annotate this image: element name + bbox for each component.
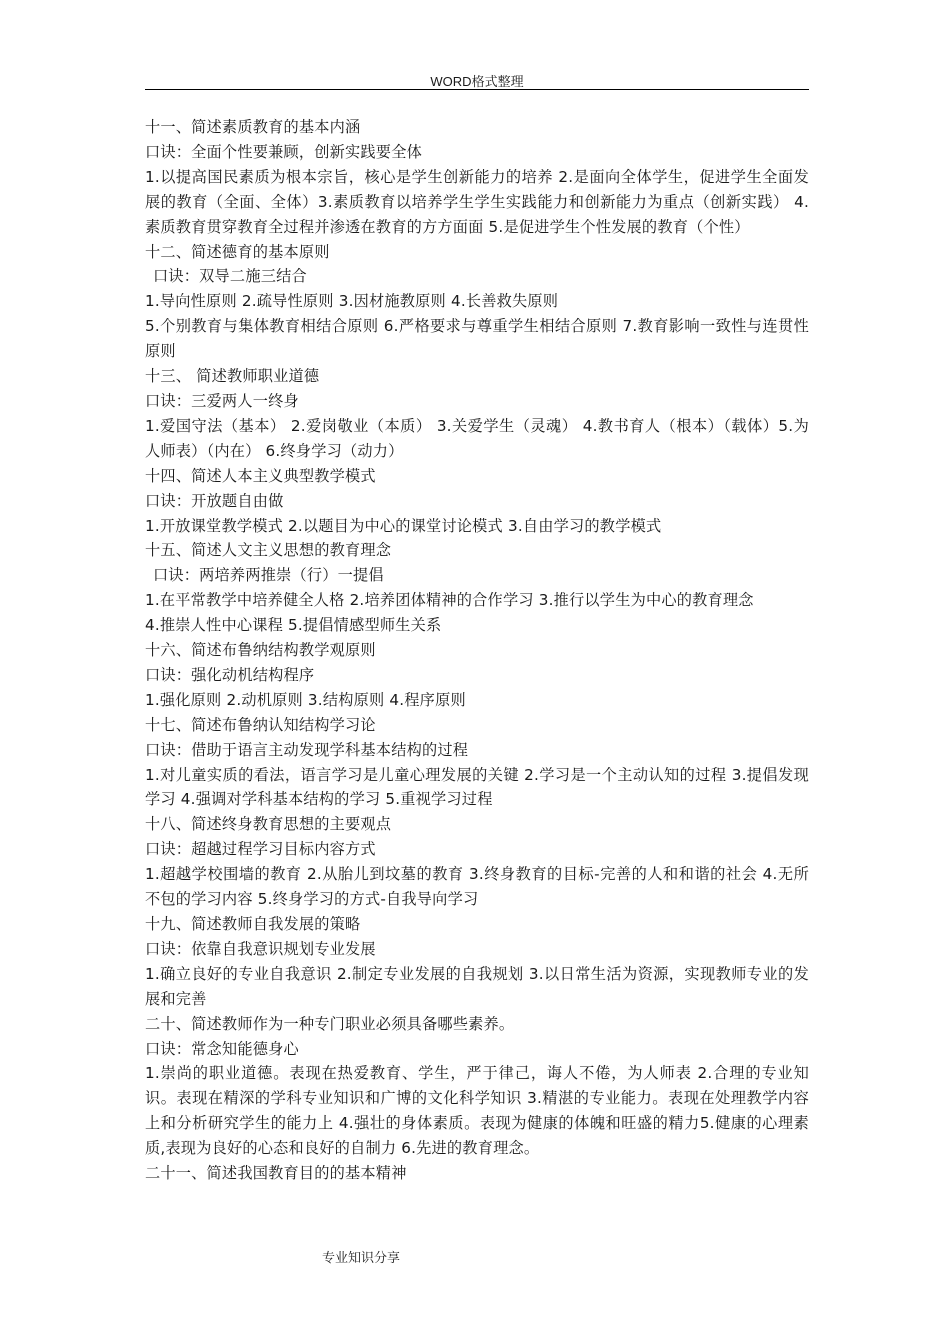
paragraph-line: 十四、简述人本主义典型教学模式 (145, 466, 376, 485)
paragraph-line: 二十一、简述我国教育目的的基本精神 (145, 1164, 407, 1183)
header-title: WORD格式整理 (430, 74, 524, 89)
paragraph-line: 1.崇尚的职业道德。表现在热爱教育、学生，严于律己，诲人不倦，为人师表 2.合理的专业知识。表现在精深的学科专业知识和广博的文化科学知识 3.精湛的专业能力。表现在处理教学内容上和分析研究学生的能力上 4.强壮的身体素质。表现为健康的体魄和旺盛的精力5.健康的心理素质,表现为良好的心态和良好的自制力 6.先进的教育理念。 (145, 1064, 809, 1158)
paragraph-line: 十二、简述德育的基本原则 (145, 242, 330, 261)
paragraph-line: 1.以提高国民素质为根本宗旨，核心是学生创新能力的培养 2.是面向全体学生，促进学生全面发展的教育（全面、全体）3.素质教育以培养学生学生实践能力和创新能力为重点（创新实践） 4.素质教育贯穿教育全过程并渗透在教育的方方面面 5.是促进学生个性发展的教育（个性） (145, 167, 809, 236)
paragraph-line: 十一、简述素质教育的基本内涵 (145, 118, 361, 136)
paragraph-line: 十五、简述人文主义思想的教育理念 (145, 541, 392, 560)
paragraph-line: 1.爱国守法（基本） 2.爱岗敬业（本质） 3.关爱学生（灵魂） 4.教书育人（根本）（载体）5.为人师表）（内在） 6.终身学习（动力） (145, 416, 809, 460)
paragraph-line: 二十、简述教师作为一种专门职业必须具备哪些素养。 (145, 1014, 515, 1033)
paragraph-line: 口诀：超越过程学习目标内容方式 (145, 840, 376, 859)
paragraph-line: 4.推崇人性中心课程 5.提倡情感型师生关系 (145, 616, 442, 635)
paragraph-line: 口诀：两培养两推崇（行）一提倡 (153, 566, 384, 585)
paragraph-line: 口诀：三爱两人一终身 (145, 391, 299, 410)
paragraph-line: 1.导向性原则 2.疏导性原则 3.因材施教原则 4.长善救失原则 (145, 292, 559, 311)
paragraph-line: 1.超越学校围墙的教育 2.从胎儿到坟墓的教育 3.终身教育的目标-完善的人和和谐的社会 4.无所不包的学习内容 5.终身学习的方式-自我导向学习 (145, 865, 809, 909)
paragraph-line: 十七、简述布鲁纳认知结构学习论 (145, 715, 376, 734)
page-header (145, 68, 809, 90)
paragraph-line: 口诀：依靠自我意识规划专业发展 (145, 939, 376, 958)
paragraph-line: 口诀：常念知能德身心 (145, 1039, 299, 1058)
paragraph-line: 口诀：强化动机结构程序 (145, 665, 315, 684)
paragraph-line: 1.确立良好的专业自我意识 2.制定专业发展的自我规划 3.以日常生活为资源，实现教师专业的发展和完善 (145, 964, 809, 1008)
paragraph-line: 5.个别教育与集体教育相结合原则 6.严格要求与尊重学生相结合原则 7.教育影响一致性与连贯性原则 (145, 317, 809, 361)
paragraph-line: 口诀：全面个性要兼顾，创新实践要全体 (145, 142, 422, 161)
paragraph-line: 十八、简述终身教育思想的主要观点 (145, 815, 392, 834)
paragraph-line: 1.强化原则 2.动机原则 3.结构原则 4.程序原则 (145, 690, 466, 709)
paragraph-line: 口诀：开放题自由做 (145, 491, 284, 510)
page-footer: 专业知识分享 (322, 1251, 401, 1266)
paragraph-line: 1.开放课堂教学模式 2.以题目为中心的课堂讨论模式 3.自由学习的教学模式 (145, 516, 662, 535)
paragraph-line: 口诀：双导二施三结合 (153, 267, 307, 286)
document-body (145, 115, 809, 1186)
paragraph-line: 1.对儿童实质的看法，语言学习是儿童心理发展的关键 2.学习是一个主动认知的过程 3.提倡发现学习 4.强调对学科基本结构的学习 5.重视学习过程 (145, 765, 809, 809)
paragraph-line: 口诀：借助于语言主动发现学科基本结构的过程 (145, 740, 469, 759)
paragraph-line: 十六、简述布鲁纳结构教学观原则 (145, 641, 376, 660)
paragraph-line: 1.在平常教学中培养健全人格 2.培养团体精神的合作学习 3.推行以学生为中心的教育理念 (145, 591, 754, 610)
paragraph-line: 十三、 简述教师职业道德 (145, 367, 320, 386)
paragraph-line: 十九、简述教师自我发展的策略 (145, 915, 361, 933)
